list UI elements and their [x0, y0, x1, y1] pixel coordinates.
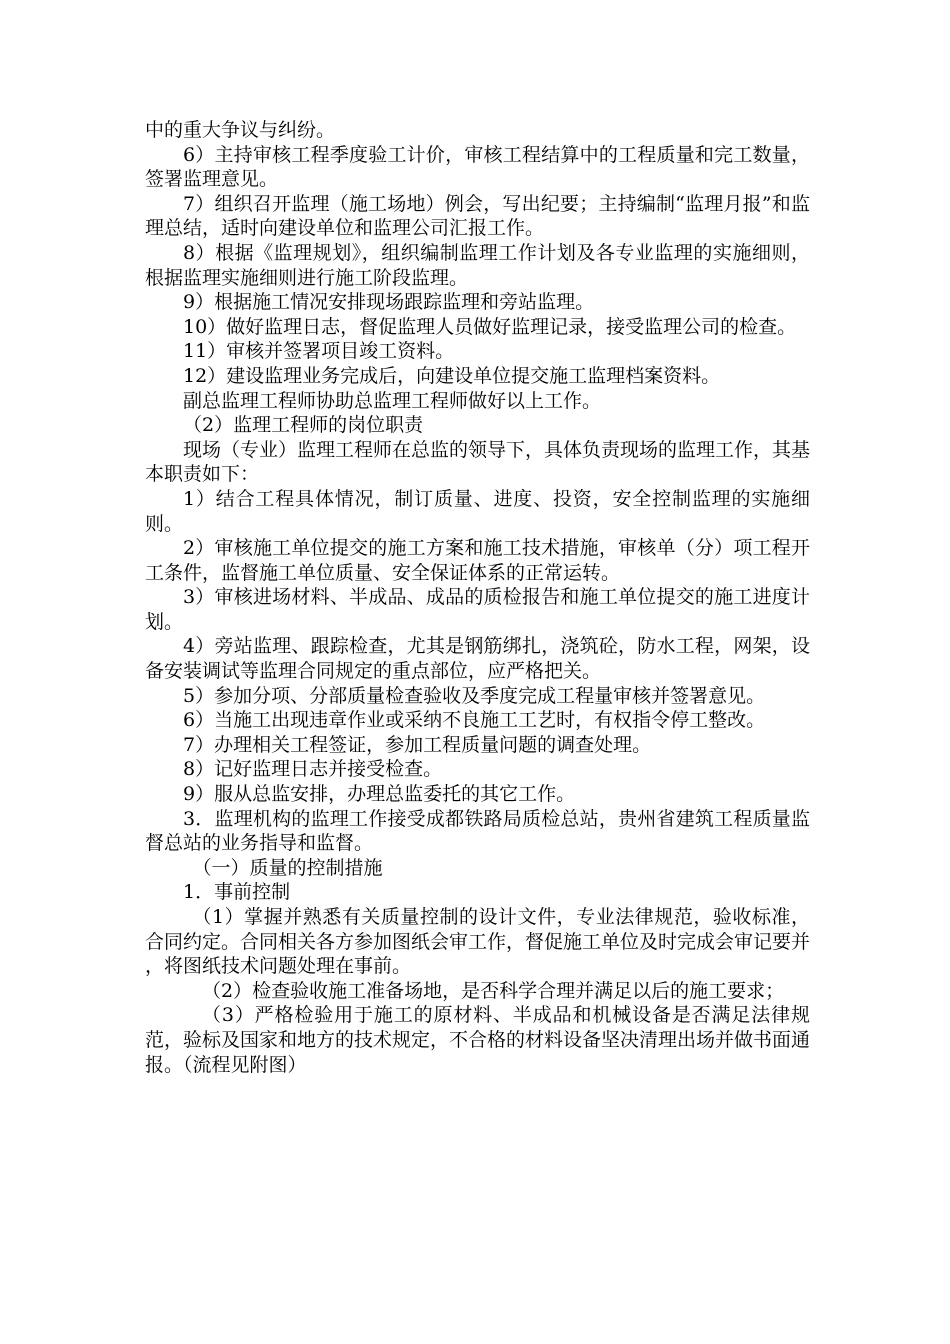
paragraph: 2）审核施工单位提交的施工方案和施工技术措施，审核单（分）项工程开工条件，监督施工单位质量、安全保证体系的正常运转。 [145, 537, 810, 584]
paragraph: 3．监理机构的监理工作接受成都铁路局质检总站，贵州省建筑工程质量监督总站的业务指导和监督。 [145, 807, 810, 855]
section-heading: （一）质量的控制措施 [192, 856, 383, 879]
paragraph: 4）旁站监理、跟踪检查，尤其是钢筋绑扎，浇筑砼，防水工程，网架，设备安装调试等监理合同规定的重点部位，应严格把关。 [145, 635, 810, 683]
section-heading: 1．事前控制 [183, 881, 291, 904]
paragraph: 10）做好监理日志，督促监理人员做好监理记录，接受监理公司的检查。 [183, 315, 797, 338]
paragraph: 8）记好监理日志并接受检查。 [183, 758, 443, 781]
paragraph: 副总监理工程师协助总监理工程师做好以上工作。 [183, 389, 602, 412]
document-body [145, 118, 810, 1077]
paragraph: 6）当施工出现违章作业或采纳不良施工工艺时，有权指令停工整改。 [183, 709, 766, 732]
paragraph: 5）参加分项、分部质量检查验收及季度完成工程量审核并签署意见。 [183, 684, 766, 707]
paragraph: 7）组织召开监理（施工场地）例会，写出纪要；主持编制“监理月报”和监理总结，适时向建设单位和监理公司汇报工作。 [145, 192, 810, 240]
paragraph: 8）根据《监理规划》，组织编制监理工作计划及各专业监理的实施细则，根据监理实施细则进行施工阶段监理。 [145, 241, 810, 289]
paragraph: （1）掌握并熟悉有关质量控制的设计文件，专业法律规范，验收标准，合同约定。合同相关各方参加图纸会审工作，督促施工单位及时完成会审记要并 ，将图纸技术问题处理在事前。 [145, 906, 811, 978]
paragraph: 6）主持审核工程季度验工计价，审核工程结算中的工程质量和完工数量，签署监理意见。 [145, 143, 810, 191]
section-heading: （2）监理工程师的岗位职责 [183, 414, 424, 437]
paragraph: 中的重大争议与纠纷。 [145, 119, 336, 141]
paragraph: 1）结合工程具体情况，制订质量、进度、投资，安全控制监理的实施细则。 [145, 487, 810, 535]
paragraph: （3）严格检验用于施工的原材料、半成品和机械设备是否满足法律规范，验标及国家和地方的技术规定，不合格的材料设备坚决清理出场并做书面通报。（流程见附图） [145, 1004, 811, 1076]
paragraph: 7）办理相关工程签证，参加工程质量问题的调查处理。 [183, 733, 652, 756]
paragraph: 9）根据施工情况安排现场跟踪监理和旁站监理。 [183, 291, 595, 314]
paragraph: 12）建设监理业务完成后，向建设单位提交施工监理档案资料。 [183, 364, 721, 387]
paragraph: 11）审核并签署项目竣工资料。 [183, 340, 455, 363]
paragraph: 现场（专业）监理工程师在总监的领导下，具体负责现场的监理工作，其基本职责如下： [145, 438, 811, 486]
paragraph: 3）审核进场材料、半成品、成品的质检报告和施工单位提交的施工进度计划。 [145, 586, 810, 633]
paragraph: （2）检查验收施工准备场地，是否科学合理并满足以后的施工要求； [202, 979, 785, 1002]
paragraph: 9）服从总监安排，办理总监委托的其它工作。 [183, 783, 576, 806]
